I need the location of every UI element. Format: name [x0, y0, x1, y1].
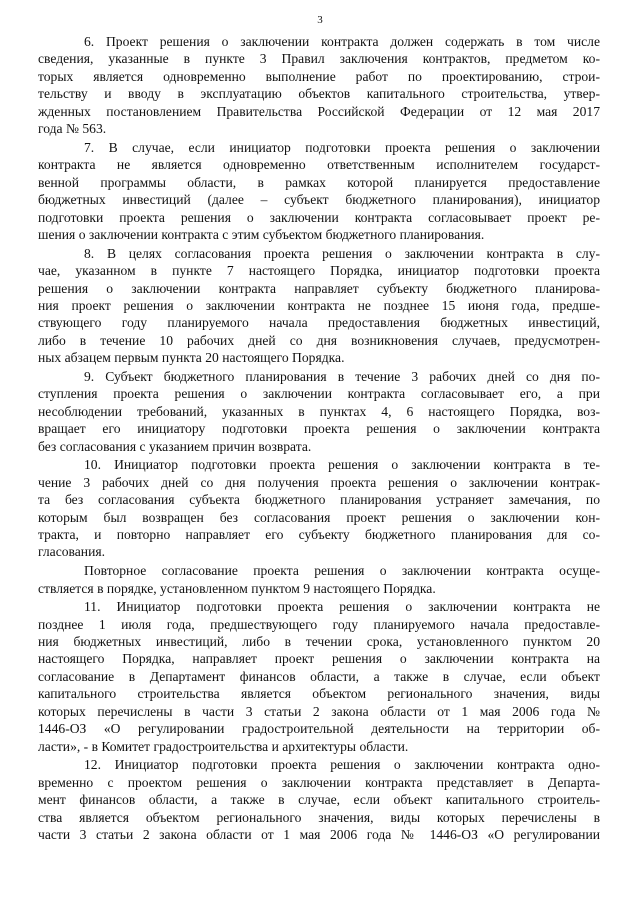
text-line: 6. Проект решения о заключении контракта должен содержать в том числе: [84, 34, 600, 49]
text-line: которым был возвращен без согласования проект решения о заключении кон-: [38, 509, 600, 525]
text-line: либо в течение 10 рабочих дней со дня возникновения случаев, предусмотрен-: [38, 332, 600, 348]
paragraph: [38, 562, 600, 597]
text-line: Повторное согласование проекта решения о заключении контракта осуще-: [84, 563, 600, 579]
text-line: тельству и вводу в эксплуатацию объектов капитального строительства, утвер-: [38, 86, 600, 102]
text-line: 8. В целях согласования проекта решения о заключении контракта в слу-: [84, 245, 600, 261]
text-line: 7. В случае, если инициатор подготовки проекта решения о заключении: [84, 139, 600, 155]
text-line: несоблюдении требований, указанных в пунктах 4, 6 настоящего Порядка, воз-: [38, 403, 600, 419]
text-line: венной программы области, в рамках которой планируется предоставление: [38, 174, 600, 190]
document-body: [38, 33, 600, 845]
text-line: бюджетных инвестиций (далее – субъект бюджетного планирования), инициатор: [38, 192, 600, 208]
text-line: которых перечислены в части 3 статьи 2 закона области от 1 мая 2006 года №: [38, 703, 600, 719]
text-line: контракта не является одновременно ответственным исполнителем государст-: [38, 157, 600, 173]
text-line: та без согласования субъекта бюджетного планирования устраняет замечания, по: [38, 492, 600, 508]
paragraph: [38, 756, 600, 843]
text-line: сведения, указанные в пункте 3 Правил заключения контрактов, предметом ко-: [38, 51, 600, 67]
text-line: решения о заключении контракта направляет субъекту бюджетного планирова-: [38, 280, 600, 296]
text-line: 1446-ОЗ «О регулировании градостроительной деятельности на территории об-: [38, 721, 600, 737]
text-line: ступления проекта решения о заключении контракта согласовывает его, а при: [38, 386, 600, 402]
text-line: капитального строительства является объектом регионального значения, виды: [38, 686, 600, 702]
text-line: чение 3 рабочих дней со дня получения проекта решения о заключении контрак-: [38, 474, 600, 490]
text-line: года № 563.: [38, 121, 107, 137]
paragraph: [38, 245, 600, 367]
text-line: ласти», - в Комитет градостроительства и архитектуры области.: [38, 738, 409, 754]
text-line: 12. Инициатор подготовки проекта решения о заключении контракта одно-: [84, 757, 600, 773]
paragraph: [38, 139, 600, 244]
text-line: ствующего году планируемого начала предоставления бюджетных инвестиций,: [38, 315, 600, 331]
text-line: без согласования с указанием причин возврата.: [38, 438, 312, 454]
paragraph: [38, 456, 600, 561]
text-line: ствляется в порядке, установленном пунктом 9 настоящего Порядка.: [38, 580, 436, 596]
text-line: 10. Инициатор подготовки проекта решения о заключении контракта в те-: [84, 457, 600, 473]
text-line: согласование в Департамент финансов области, а также в случае, если объект: [38, 668, 600, 684]
text-line: ния бюджетных инвестиций, либо в течении срока, установленного пунктом 20: [38, 634, 600, 649]
text-line: гласования.: [38, 544, 106, 560]
text-line: позднее 1 июля года, предшествующего году планируемого начала предоставле-: [38, 616, 600, 632]
text-line: жденных постановлением Правительства Российской Федерации от 12 мая 2017: [38, 103, 600, 119]
text-line: 11. Инициатор подготовки проекта решения о заключении контракта не: [84, 599, 600, 615]
text-line: настоящего Порядка, направляет проект решения о заключении контракта на: [38, 651, 600, 667]
paragraph: [38, 368, 600, 455]
text-line: шения о заключении контракта с этим субъектом бюджетного планирования.: [38, 227, 485, 242]
text-line: ных абзацем первым пункта 20 настоящего Порядка.: [38, 350, 345, 366]
text-line: подготовки проекта решения о заключении контракта согласовывает проект ре-: [38, 209, 600, 225]
text-line: торых является одновременно выполнение работ по проектированию, строи-: [38, 68, 600, 84]
text-line: чае, указанном в пункте 7 настоящего Порядка, инициатор подготовки проекта: [38, 263, 600, 279]
paragraph: [38, 33, 600, 138]
paragraph: [38, 598, 600, 755]
text-line: вращает его инициатору подготовки проекта решения о заключении контракта: [38, 421, 600, 437]
text-line: мент финансов области, а также в случае, если объект капитального строитель-: [38, 792, 600, 808]
text-line: ства является объектом регионального значения, виды которых перечислены в: [38, 809, 600, 825]
text-line: 9. Субъект бюджетного планирования в течение 3 рабочих дней со дня по-: [84, 368, 600, 384]
text-line: ния проект решения о заключении контракта не позднее 15 июня года, предше-: [38, 297, 600, 313]
text-line: временно с проектом решения о заключении контракта представляет в Департа-: [38, 774, 600, 790]
page-number: 3: [317, 14, 323, 26]
text-line: части 3 статьи 2 закона области от 1 мая 2006 года № 1446-ОЗ «О регулировании: [38, 827, 600, 842]
text-line: тракта, и повторно направляет его субъекту бюджетного планирования для со-: [38, 527, 600, 542]
